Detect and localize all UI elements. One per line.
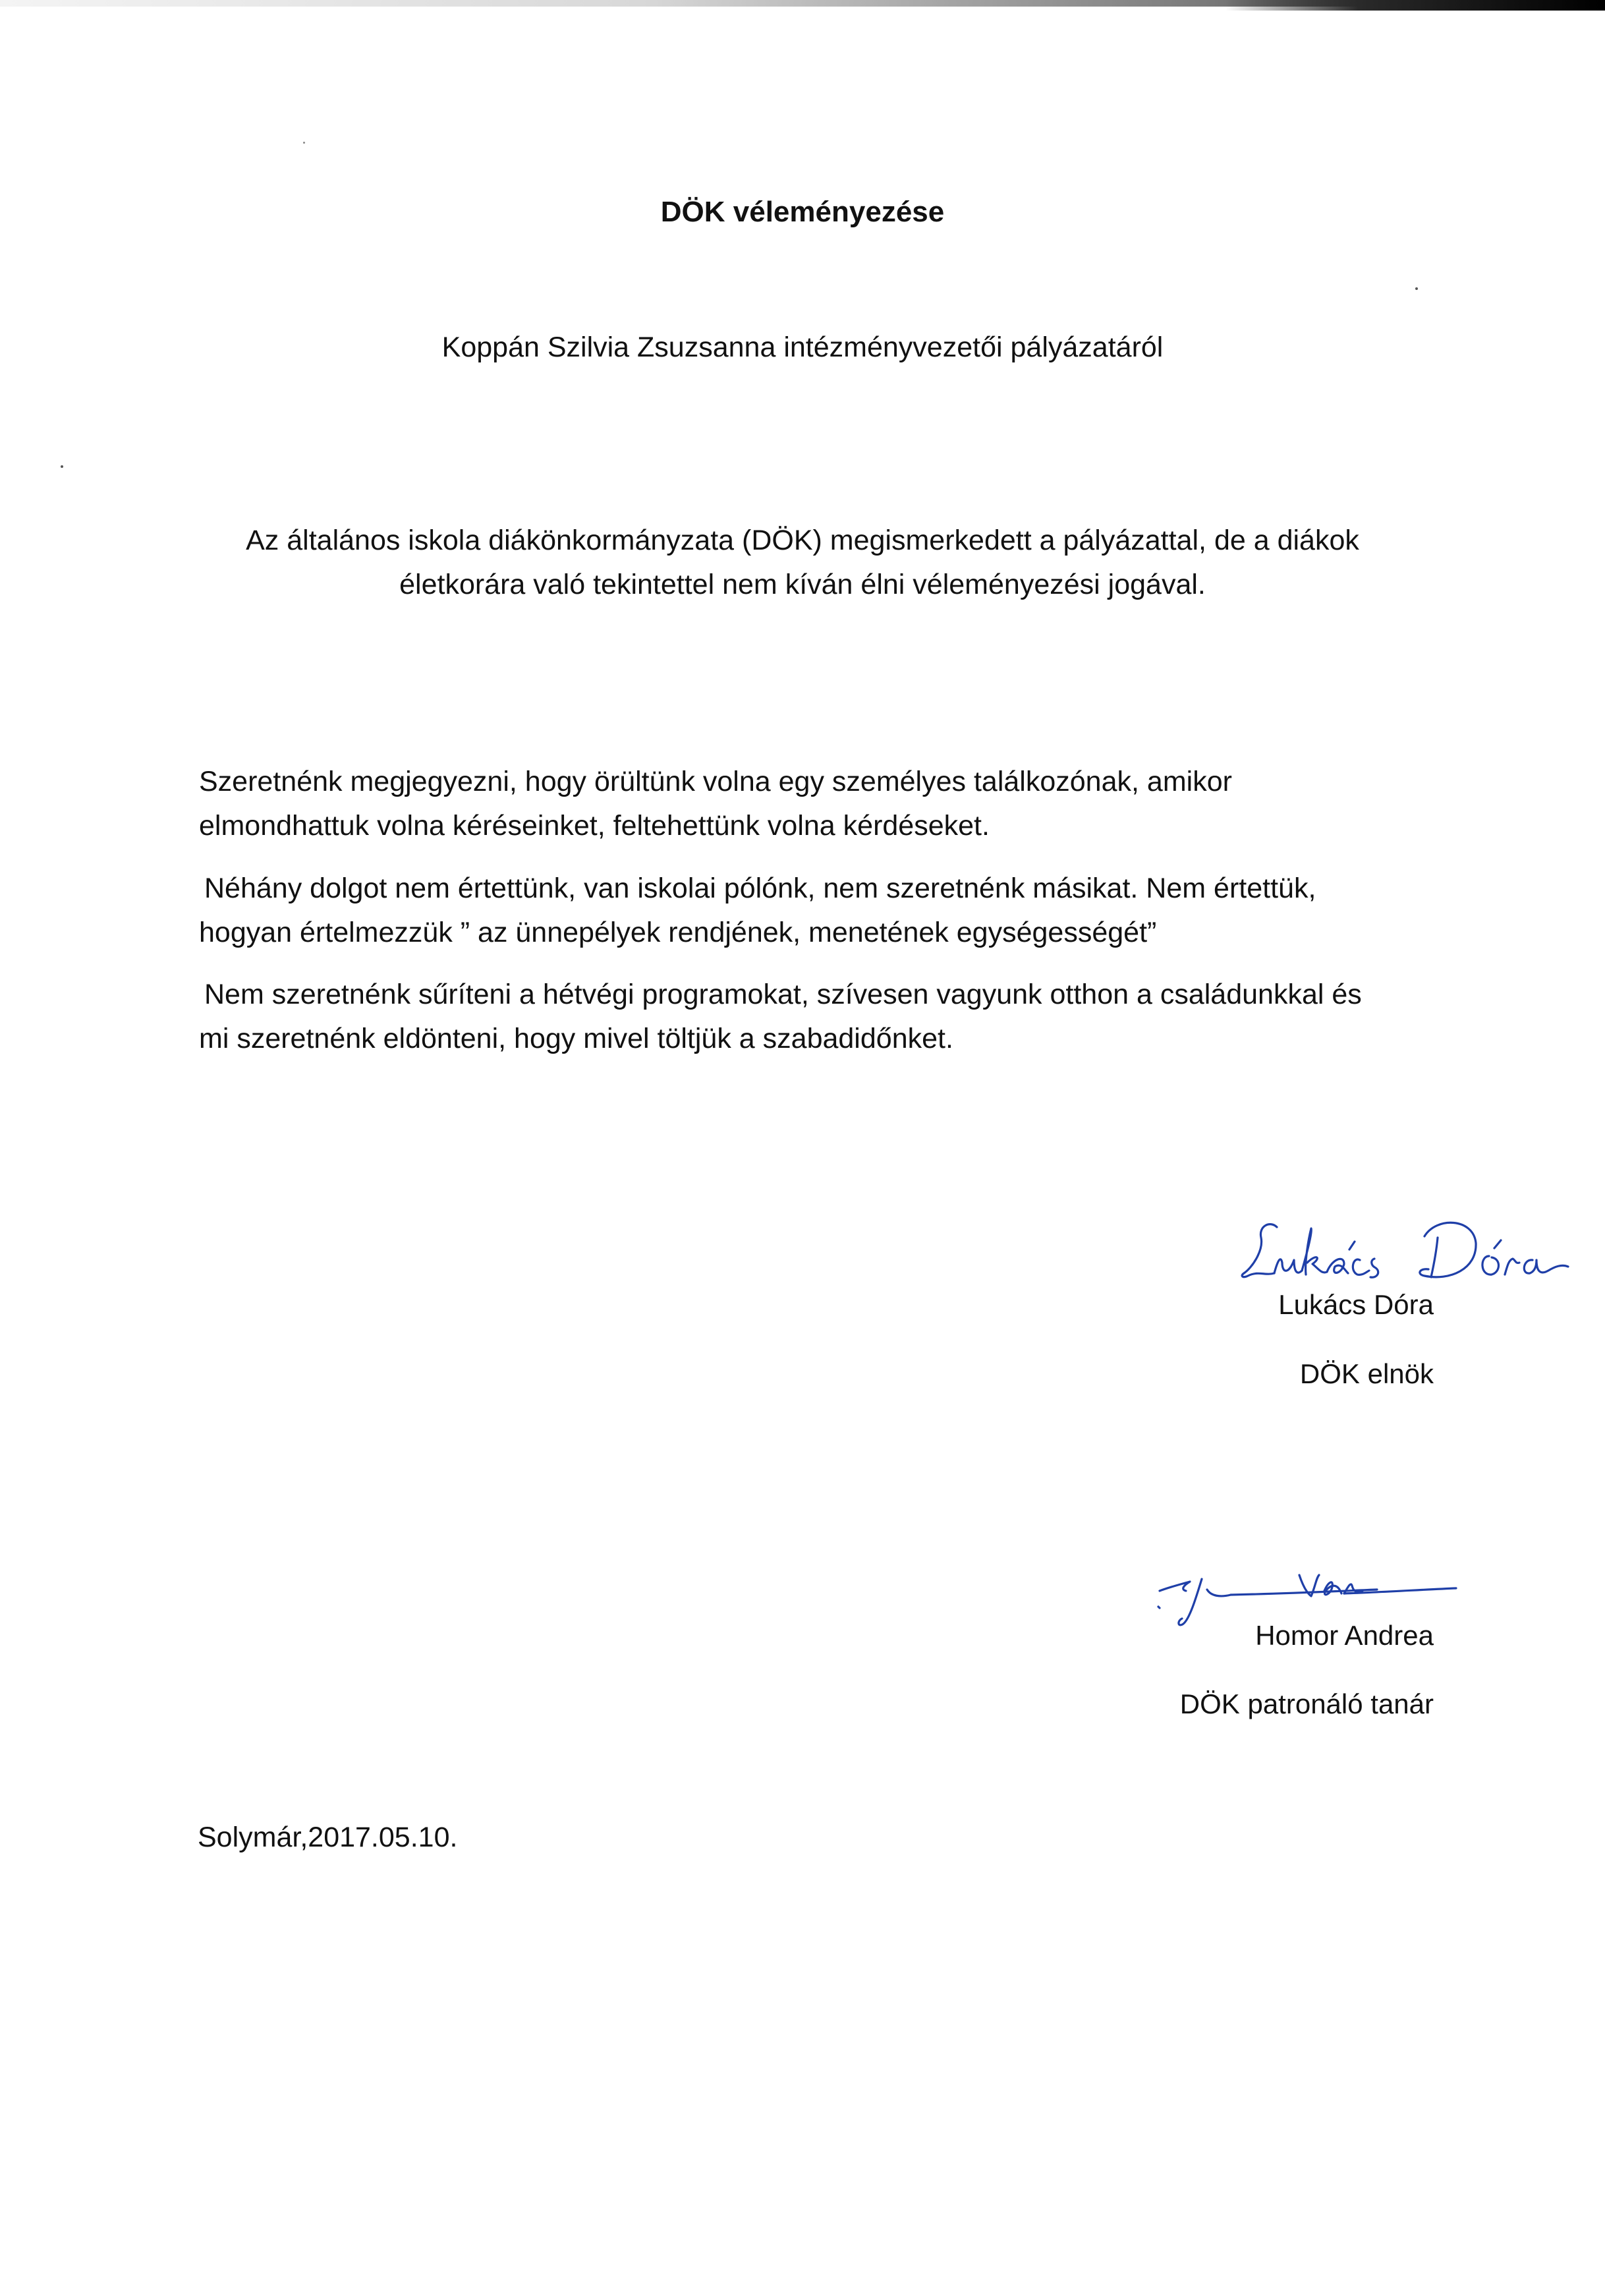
paragraph-2-line-1: Néhány dolgot nem értettünk, van iskolai pólónk, nem szeretnénk másikat. Nem értettük,	[204, 873, 1316, 904]
scan-speck	[1415, 287, 1418, 290]
intro-line-1: Az általános iskola diákönkormányzata (DÖK) megismerkedett a pályázattal, de a diákok	[246, 525, 1359, 556]
paragraph-3-line-2: mi szeretnénk eldönteni, hogy mivel töltjük a szabadidőnket.	[199, 1023, 953, 1054]
scan-speck	[303, 142, 305, 144]
paragraph-1-line-1: Szeretnénk megjegyezni, hogy örültünk volna egy személyes találkozónak, amikor	[199, 766, 1232, 797]
document-subtitle: Koppán Szilvia Zsuzsanna intézményvezetői pályázatáról	[441, 331, 1164, 363]
signer-1-role: DÖK elnök	[1299, 1358, 1434, 1389]
signer-1-name: Lukács Dóra	[1278, 1289, 1434, 1320]
paragraph-2-line-2: hogyan értelmezzük ” az ünnepélyek rendjének, menetének egységességét”	[199, 917, 1157, 948]
signer-2-role: DÖK patronáló tanár	[1179, 1688, 1434, 1719]
document-title: DÖK véleményezése	[660, 196, 945, 228]
paragraph-3-line-1: Nem szeretnénk sűríteni a hétvégi programokat, szívesen vagyunk otthon a családunkkal és	[204, 979, 1362, 1010]
scan-speck	[61, 465, 63, 468]
intro-line-2: életkorára való tekintettel nem kíván élni véleményezési jogával.	[399, 569, 1206, 600]
paragraph-1-line-2: elmondhattuk volna kéréseinket, feltehettünk volna kérdéseket.	[199, 810, 990, 842]
place-and-date: Solymár,2017.05.10.	[198, 1822, 458, 1853]
signer-2-name: Homor Andrea	[1255, 1620, 1434, 1651]
